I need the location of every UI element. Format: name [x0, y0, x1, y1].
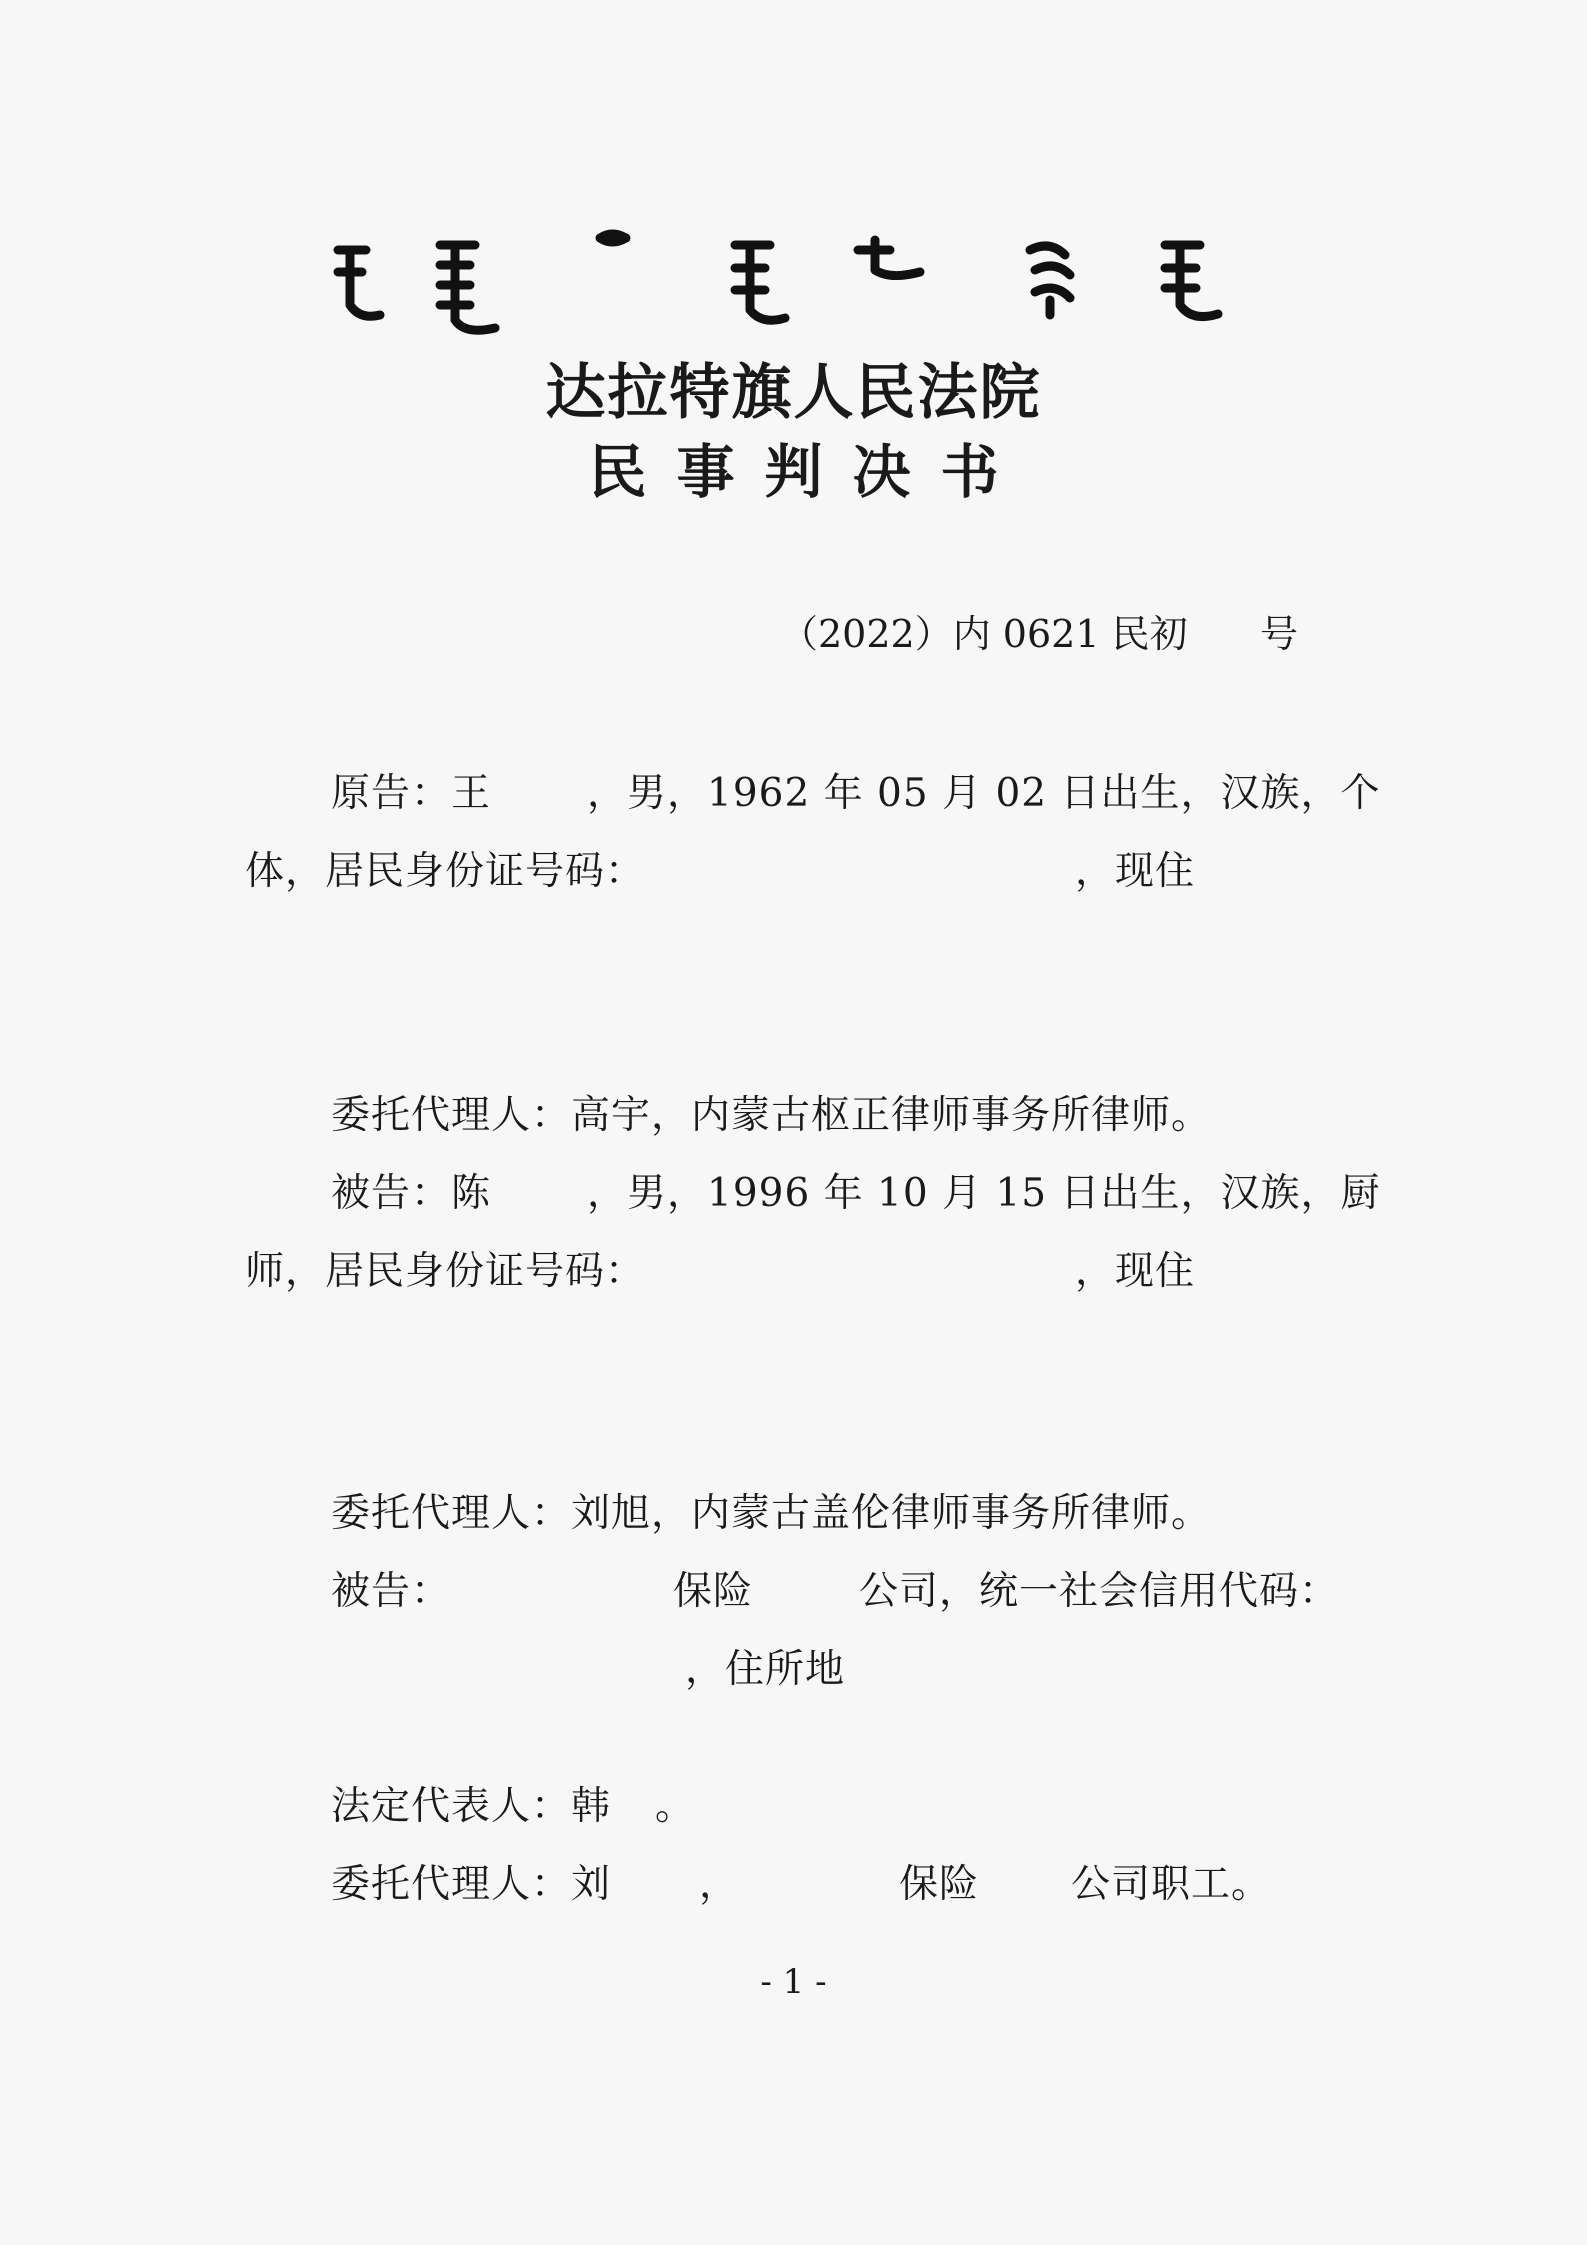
defendant1-agent — [245, 1475, 1405, 1553]
plaintiff-details: ，男，1962 年 05 月 02 日出生，汉族，个 — [587, 771, 1381, 816]
defendant2-credit-code-label: 公司，统一社会信用代码： — [859, 1569, 1340, 1614]
defendant2-insurance: 保险 — [673, 1569, 754, 1614]
legal-rep-label: 法定代表人：韩 — [331, 1784, 612, 1829]
case-number: （2022）内 0621 民初 号 — [780, 612, 1299, 656]
defendant2-agent-comma: ， — [699, 1862, 740, 1907]
defendant1-agent-text: 委托代理人：刘旭，内蒙古盖伦律师事务所律师。 — [331, 1491, 1212, 1536]
legal-representative — [245, 1768, 1405, 1846]
legal-rep-period: 。 — [655, 1784, 696, 1829]
plaintiff-agent-text: 委托代理人：高宇，内蒙古枢正律师事务所律师。 — [331, 1093, 1212, 1138]
plaintiff-paragraph — [245, 755, 1405, 911]
defendant1-paragraph — [245, 1155, 1405, 1311]
defendant2-label: 被告： — [331, 1569, 452, 1614]
mongolian-court-title-image — [330, 210, 1250, 340]
defendant2-agent-label: 委托代理人：刘 — [331, 1862, 612, 1907]
defendant1-details: ，男，1996 年 10 月 15 日出生，汉族，厨 — [587, 1171, 1381, 1216]
plaintiff-address-label: ，现住 — [1075, 849, 1196, 894]
defendant2-agent — [245, 1846, 1405, 1924]
defendant2-agent-insurance: 保险 — [899, 1862, 980, 1907]
plaintiff-agent — [245, 1077, 1405, 1155]
document-type-title: 民事判决书 — [588, 438, 1029, 506]
defendant1-id-label: 师，居民身份证号码： — [245, 1249, 646, 1294]
plaintiff-id-label: 体，居民身份证号码： — [245, 849, 646, 894]
page-number: - 1 - — [760, 1962, 827, 2002]
defendant2-paragraph — [245, 1553, 1405, 1709]
defendant2-agent-employer: 公司职工。 — [1071, 1862, 1272, 1907]
defendant1-address-label: ，现住 — [1075, 1249, 1196, 1294]
plaintiff-name-label: 原告：王 — [331, 771, 492, 816]
defendant1-name-label: 被告：陈 — [331, 1171, 492, 1216]
court-name: 达拉特旗人民法院 — [545, 358, 1042, 428]
defendant2-domicile-label: ，住所地 — [685, 1647, 846, 1692]
